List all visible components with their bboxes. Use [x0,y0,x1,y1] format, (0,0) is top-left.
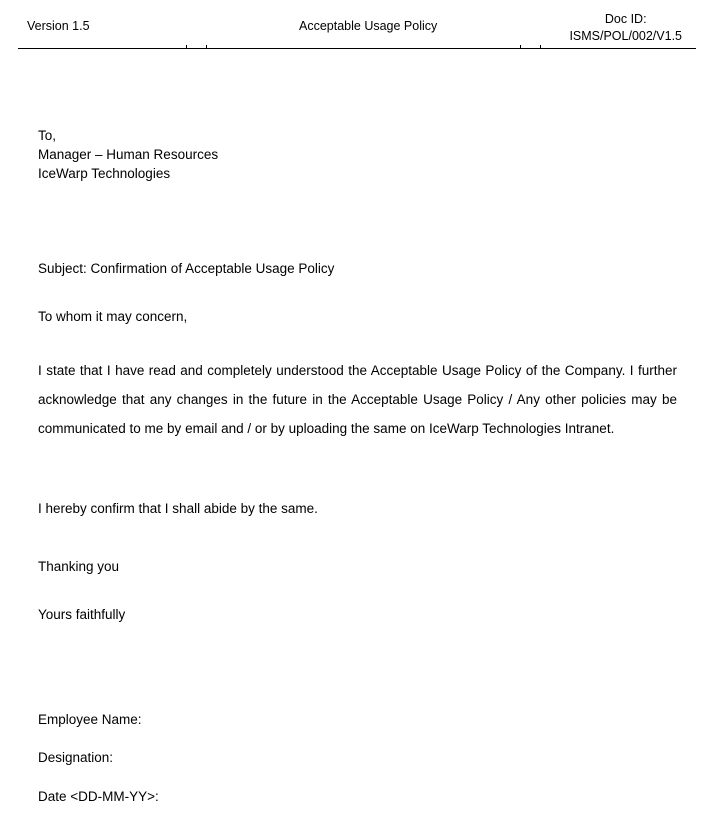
header-divider-tick [520,45,521,49]
designation-field: Designation: [38,750,114,765]
letter-confirmation: I hereby confirm that I shall abide by the same. [38,501,318,516]
letter-to: To, [38,128,57,143]
doc-id-value: ISMS/POL/002/V1.5 [569,29,682,43]
letter-recipient: Manager – Human Resources [38,147,219,162]
header-divider-tick [186,45,187,49]
header-divider-tick [206,45,207,49]
document-title: Acceptable Usage Policy [299,19,438,33]
letter-closing: Yours faithfully [38,607,126,622]
doc-id-block [569,11,682,45]
letter-thanks: Thanking you [38,559,120,574]
letter-subject: Subject: Confirmation of Acceptable Usage Policy [38,261,335,276]
doc-id-label: Doc ID: [604,12,647,26]
letter-salutation: To whom it may concern, [38,309,188,324]
version-label: Version 1.5 [27,19,90,33]
page-header [18,0,696,49]
letter-body: I state that I have read and completely understood the Acceptable Usage Policy of the Company. I further acknowledge that any changes in the future in the Acceptable Usage Policy / Any other policies may be communicated to me by email and / or by uploading the same on IceWarp Technologies Intranet. [38,363,677,436]
header-divider-tick [540,45,541,49]
letter-company: IceWarp Technologies [38,166,171,181]
employee-name-field: Employee Name: [38,712,142,727]
date-field: Date <DD-MM-YY>: [38,789,159,804]
